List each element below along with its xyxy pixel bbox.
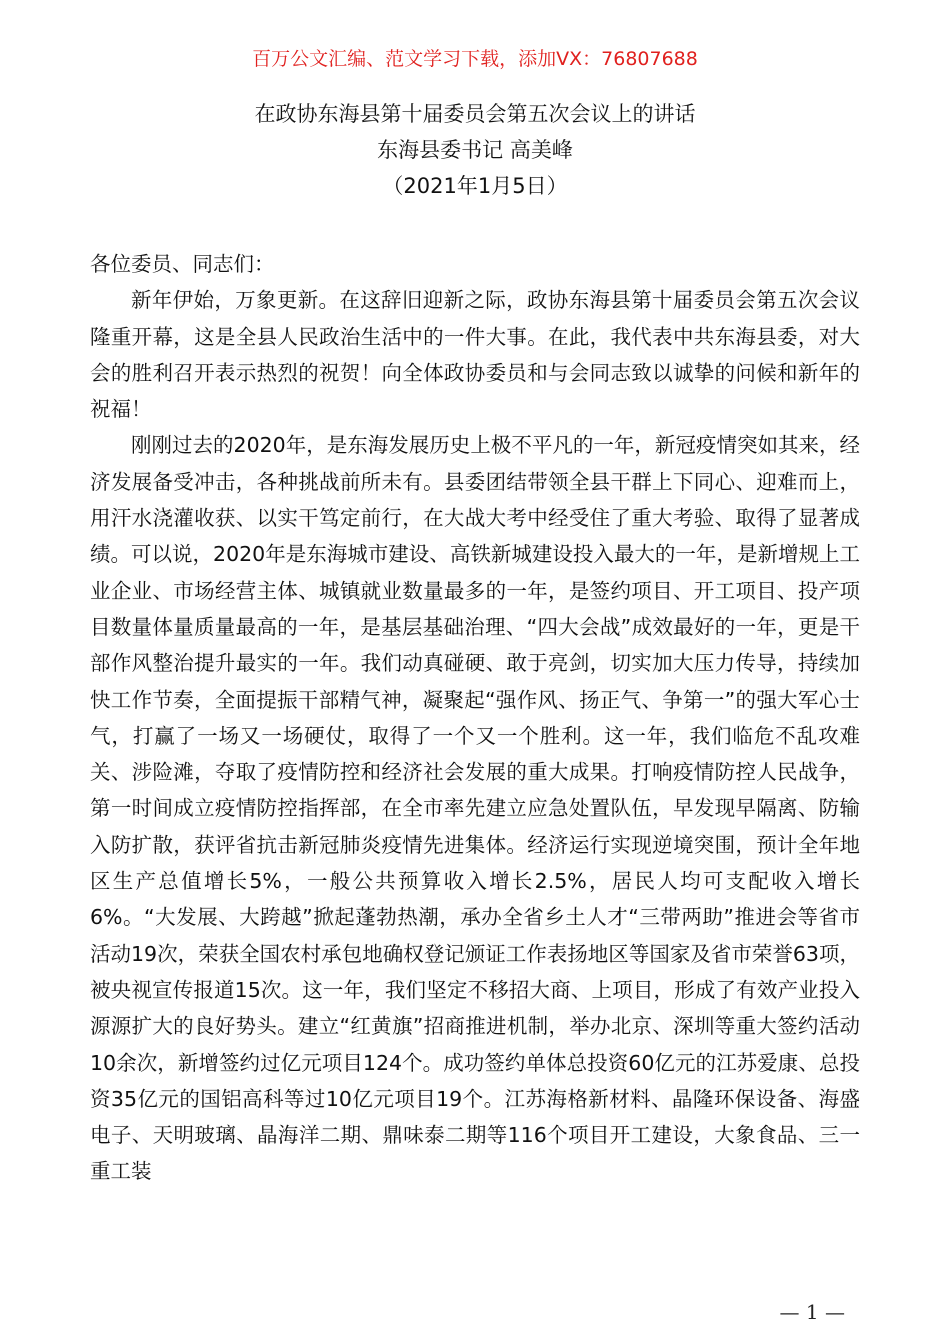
document-header — [0, 98, 950, 206]
watermark-text: 百万公文汇编、范文学习下载，添加VX：76807688 — [252, 48, 698, 70]
speaker-line: 东海县委书记 高美峰 — [377, 138, 573, 162]
speech-title: 在政协东海县第十届委员会第五次会议上的讲话 — [254, 102, 696, 126]
speech-date: （2021年1月5日） — [382, 174, 568, 198]
document-body — [90, 246, 860, 1190]
page-number: — 1 — — [779, 1300, 845, 1324]
paragraph-1: 新年伊始，万象更新。在这辞旧迎新之际，政协东海县第十届委员会第五次会议隆重开幕，这是全县人民政治生活中的一件大事。在此，我代表中共东海县委，对大会的胜利召开表示热烈的祝贺！向全体政协委员和与会同志致以诚挚的问候和新年的祝福！ — [90, 288, 860, 422]
salutation: 各位委员、同志们： — [90, 252, 275, 276]
paragraph-2: 刚刚过去的2020年，是东海发展历史上极不平凡的一年，新冠疫情突如其来，经济发展备受冲击，各种挑战前所未有。县委团结带领全县干群上下同心、迎难而上，用汗水浇灌收获、以实干笃定前行，在大战大考中经受住了重大考验、取得了显著成绩。可以说，2020年是东海城市建设、高铁新城建设投入最大的一年，是新增规上工业企业、市场经营主体、城镇就业数量最多的一年，是签约项目、开工项目、投产项目数量体量质量最高的一年，是基层基础治理、“四大会战”成效最好的一年，更是干部作风整治提升最实的一年。我们动真碰硬、敢于亮剑，切实加大压力传导，持续加快工作节奏，全面提振干部精气神，凝聚起“强作风、扬正气、争第一”的强大军心士气，打赢了一场又一场硬仗，取得了一个又一个胜利。这一年，我们临危不乱攻难关、涉险滩，夺取了疫情防控和经济社会发展的重大成果。打响疫情防控人民战争，第一时间成立疫情防控指挥部，在全市率先建立应急处置队伍，早发现早隔离、防输入防扩散，获评省抗击新冠肺炎疫情先进集体。经济运行实现逆境突围，预计全年地区生产总值增长5%，一般公共预算收入增长2.5%，居民人均可支配收入增长6%。“大发展、大跨越”掀起蓬勃热潮，承办全省乡土人才“三带两助”推进会等省市活动19次，荣获全国农村承包地确权登记颁证工作表扬地区等国家及省市荣誉63项，被央视宣传报道15次。这一年，我们坚定不移招大商、上项目，形成了有效产业投入源源扩大的良好势头。建立“红黄旗”招商推进机制，举办北京、深圳等重大签约活动10余次，新增签约过亿元项目124个。成功签约单体总投资60亿元的江苏爱康、总投资35亿元的国铝高科等过10亿元项目19个。江苏海格新材料、晶隆环保设备、海盛电子、天明玻璃、晶海洋二期、鼎味泰二期等116个项目开工建设，大象食品、三一重工装 — [90, 433, 860, 1184]
